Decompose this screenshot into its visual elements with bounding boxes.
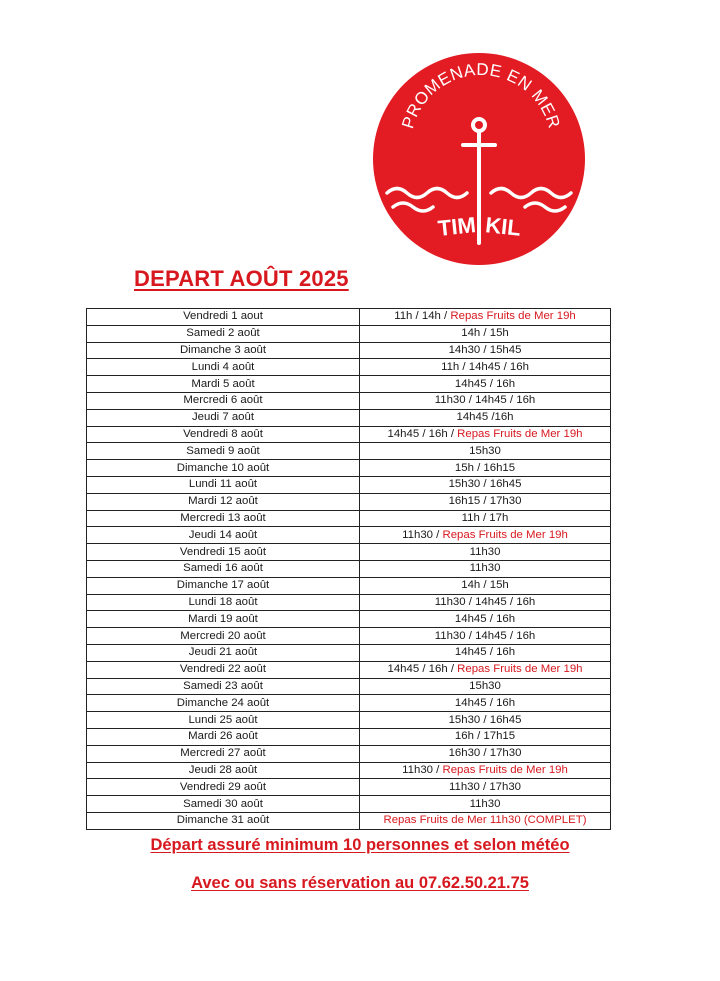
seafood-meal-label: Repas Fruits de Mer 19h: [457, 427, 583, 440]
schedule-times-cell: [360, 309, 611, 326]
schedule-day-cell: Jeudi 21 août: [87, 644, 360, 661]
schedule-row: [87, 628, 611, 645]
schedule-day-cell: Mardi 26 août: [87, 728, 360, 745]
departure-times: 11h30 / 17h30: [449, 780, 521, 793]
schedule-day-cell: Mardi 19 août: [87, 611, 360, 628]
schedule-row: [87, 510, 611, 527]
schedule-day-cell: Dimanche 31 août: [87, 812, 360, 829]
departure-times: 11h30 /: [402, 528, 443, 541]
schedule-row: [87, 712, 611, 729]
schedule-day-cell: Vendredi 15 août: [87, 544, 360, 561]
schedule-times-cell: [360, 644, 611, 661]
schedule-row: [87, 728, 611, 745]
schedule-row: [87, 661, 611, 678]
schedule-day-cell: Mercredi 6 août: [87, 392, 360, 409]
logo-brand-left: TIM: [436, 212, 477, 241]
departure-times: 14h45 / 16h: [454, 377, 516, 390]
logo-svg: [373, 53, 585, 265]
schedule-times-cell: [360, 712, 611, 729]
departure-times: 14h45 / 16h: [454, 612, 516, 625]
departure-times: 15h30: [469, 679, 501, 692]
schedule-day-cell: Samedi 23 août: [87, 678, 360, 695]
timkil-logo: [373, 53, 585, 265]
schedule-row: [87, 359, 611, 376]
seafood-meal-label: Repas Fruits de Mer 19h: [442, 528, 568, 541]
departure-times: 14h45 /16h: [456, 411, 514, 424]
schedule-day-cell: Vendredi 1 aout: [87, 309, 360, 326]
schedule-row: [87, 812, 611, 829]
schedule-times-cell: [360, 812, 611, 829]
schedule-row: [87, 376, 611, 393]
departure-times: 11h30 / 14h45 / 16h: [434, 595, 536, 608]
logo-arc-text: PROMENADE EN MER: [398, 59, 564, 131]
departure-times: 11h30 / 14h45 / 16h: [434, 629, 536, 642]
schedule-times-cell: [360, 510, 611, 527]
reservation-phone-note: Avec ou sans réservation au 07.62.50.21.75: [191, 874, 529, 892]
schedule-day-cell: Lundi 25 août: [87, 712, 360, 729]
schedule-times-cell: [360, 342, 611, 359]
schedule-day-cell: Samedi 9 août: [87, 443, 360, 460]
departure-times: 16h / 17h15: [454, 730, 516, 743]
departure-times: 14h45 / 16h /: [387, 663, 458, 676]
schedule-times-cell: [360, 392, 611, 409]
schedule-times-cell: [360, 443, 611, 460]
departure-times: 16h30 / 17h30: [448, 747, 522, 760]
schedule-day-cell: Vendredi 29 août: [87, 779, 360, 796]
departure-times: 14h45 / 16h: [454, 646, 516, 659]
schedule-times-cell: [360, 493, 611, 510]
schedule-times-cell: [360, 628, 611, 645]
schedule-times-cell: [360, 779, 611, 796]
schedule-day-cell: Jeudi 14 août: [87, 527, 360, 544]
schedule-day-cell: Mercredi 13 août: [87, 510, 360, 527]
schedule-times-cell: [360, 544, 611, 561]
schedule-day-cell: Samedi 2 août: [87, 325, 360, 342]
page-title: DEPART AOÛT 2025: [134, 266, 349, 291]
departure-times: 11h30: [469, 545, 501, 558]
schedule-row: [87, 392, 611, 409]
seafood-meal-label: Repas Fruits de Mer 19h: [457, 663, 583, 676]
schedule-row: [87, 476, 611, 493]
departure-times: 15h30 / 16h45: [448, 478, 522, 491]
schedule-row: [87, 426, 611, 443]
departure-times: 11h30 /: [402, 763, 443, 776]
departure-condition-note: Départ assuré minimum 10 personnes et selon météo: [150, 836, 570, 854]
schedule-body: [87, 309, 611, 830]
schedule-row: [87, 594, 611, 611]
schedule-day-cell: Mercredi 27 août: [87, 745, 360, 762]
schedule-row: [87, 560, 611, 577]
schedule-row: [87, 527, 611, 544]
seafood-meal-label: Repas Fruits de Mer 19h: [442, 763, 568, 776]
schedule-row: [87, 796, 611, 813]
schedule-row: [87, 493, 611, 510]
schedule-times-cell: [360, 376, 611, 393]
schedule-day-cell: Lundi 11 août: [87, 476, 360, 493]
schedule-times-cell: [360, 409, 611, 426]
departure-times: 15h / 16h15: [454, 461, 516, 474]
departure-times: 14h / 15h: [461, 327, 509, 340]
schedule-row: [87, 779, 611, 796]
schedule-times-cell: [360, 796, 611, 813]
schedule-row: [87, 409, 611, 426]
schedule-row: [87, 577, 611, 594]
schedule-day-cell: Jeudi 28 août: [87, 762, 360, 779]
schedule-times-cell: [360, 426, 611, 443]
schedule-times-cell: [360, 460, 611, 477]
seafood-meal-label: Repas Fruits de Mer 19h: [450, 310, 576, 323]
schedule-day-cell: Vendredi 8 août: [87, 426, 360, 443]
schedule-row: [87, 309, 611, 326]
departure-times: 11h / 14h45 / 16h: [441, 360, 529, 373]
schedule-day-cell: Dimanche 3 août: [87, 342, 360, 359]
logo-brand-right: KIL: [484, 212, 523, 241]
schedule-row: [87, 460, 611, 477]
schedule-day-cell: Mardi 12 août: [87, 493, 360, 510]
schedule-day-cell: Jeudi 7 août: [87, 409, 360, 426]
schedule-row: [87, 342, 611, 359]
schedule-row: [87, 745, 611, 762]
departure-times: 16h15 / 17h30: [448, 495, 522, 508]
schedule-times-cell: [360, 745, 611, 762]
schedule-row: [87, 443, 611, 460]
schedule-table: [86, 308, 611, 830]
departure-times: 11h30 / 14h45 / 16h: [434, 394, 536, 407]
schedule-times-cell: [360, 695, 611, 712]
schedule-day-cell: Dimanche 24 août: [87, 695, 360, 712]
schedule-day-cell: Samedi 16 août: [87, 560, 360, 577]
departure-times: 15h30 / 16h45: [448, 713, 522, 726]
schedule-day-cell: Lundi 18 août: [87, 594, 360, 611]
schedule-times-cell: [360, 678, 611, 695]
departure-times: 11h30: [469, 562, 501, 575]
schedule-row: [87, 762, 611, 779]
schedule-day-cell: Samedi 30 août: [87, 796, 360, 813]
schedule-times-cell: [360, 560, 611, 577]
schedule-row: [87, 695, 611, 712]
schedule-row: [87, 611, 611, 628]
schedule-day-cell: Mercredi 20 août: [87, 628, 360, 645]
departure-times: 14h45 / 16h: [454, 696, 516, 709]
schedule-day-cell: Dimanche 10 août: [87, 460, 360, 477]
schedule-times-cell: [360, 728, 611, 745]
schedule-times-cell: [360, 359, 611, 376]
schedule-row: [87, 644, 611, 661]
departure-times: 11h / 14h /: [394, 310, 451, 323]
departure-times: 14h30 / 15h45: [448, 343, 522, 356]
departure-times: 11h / 17h: [461, 511, 509, 524]
schedule-day-cell: Lundi 4 août: [87, 359, 360, 376]
schedule-row: [87, 544, 611, 561]
schedule-row: [87, 325, 611, 342]
schedule-day-cell: Dimanche 17 août: [87, 577, 360, 594]
schedule-times-cell: [360, 661, 611, 678]
departure-times: 14h45 / 16h /: [387, 427, 458, 440]
departure-times: 14h / 15h: [461, 579, 509, 592]
schedule-times-cell: [360, 325, 611, 342]
schedule-times-cell: [360, 577, 611, 594]
schedule-times-cell: [360, 594, 611, 611]
schedule-times-cell: [360, 762, 611, 779]
schedule-times-cell: [360, 611, 611, 628]
schedule-row: [87, 678, 611, 695]
schedule-times-cell: [360, 527, 611, 544]
departure-times: 11h30: [469, 797, 501, 810]
schedule-day-cell: Mardi 5 août: [87, 376, 360, 393]
schedule-day-cell: Vendredi 22 août: [87, 661, 360, 678]
seafood-meal-label: Repas Fruits de Mer 11h30 (COMPLET): [383, 814, 587, 827]
schedule-times-cell: [360, 476, 611, 493]
departure-times: 15h30: [469, 444, 501, 457]
